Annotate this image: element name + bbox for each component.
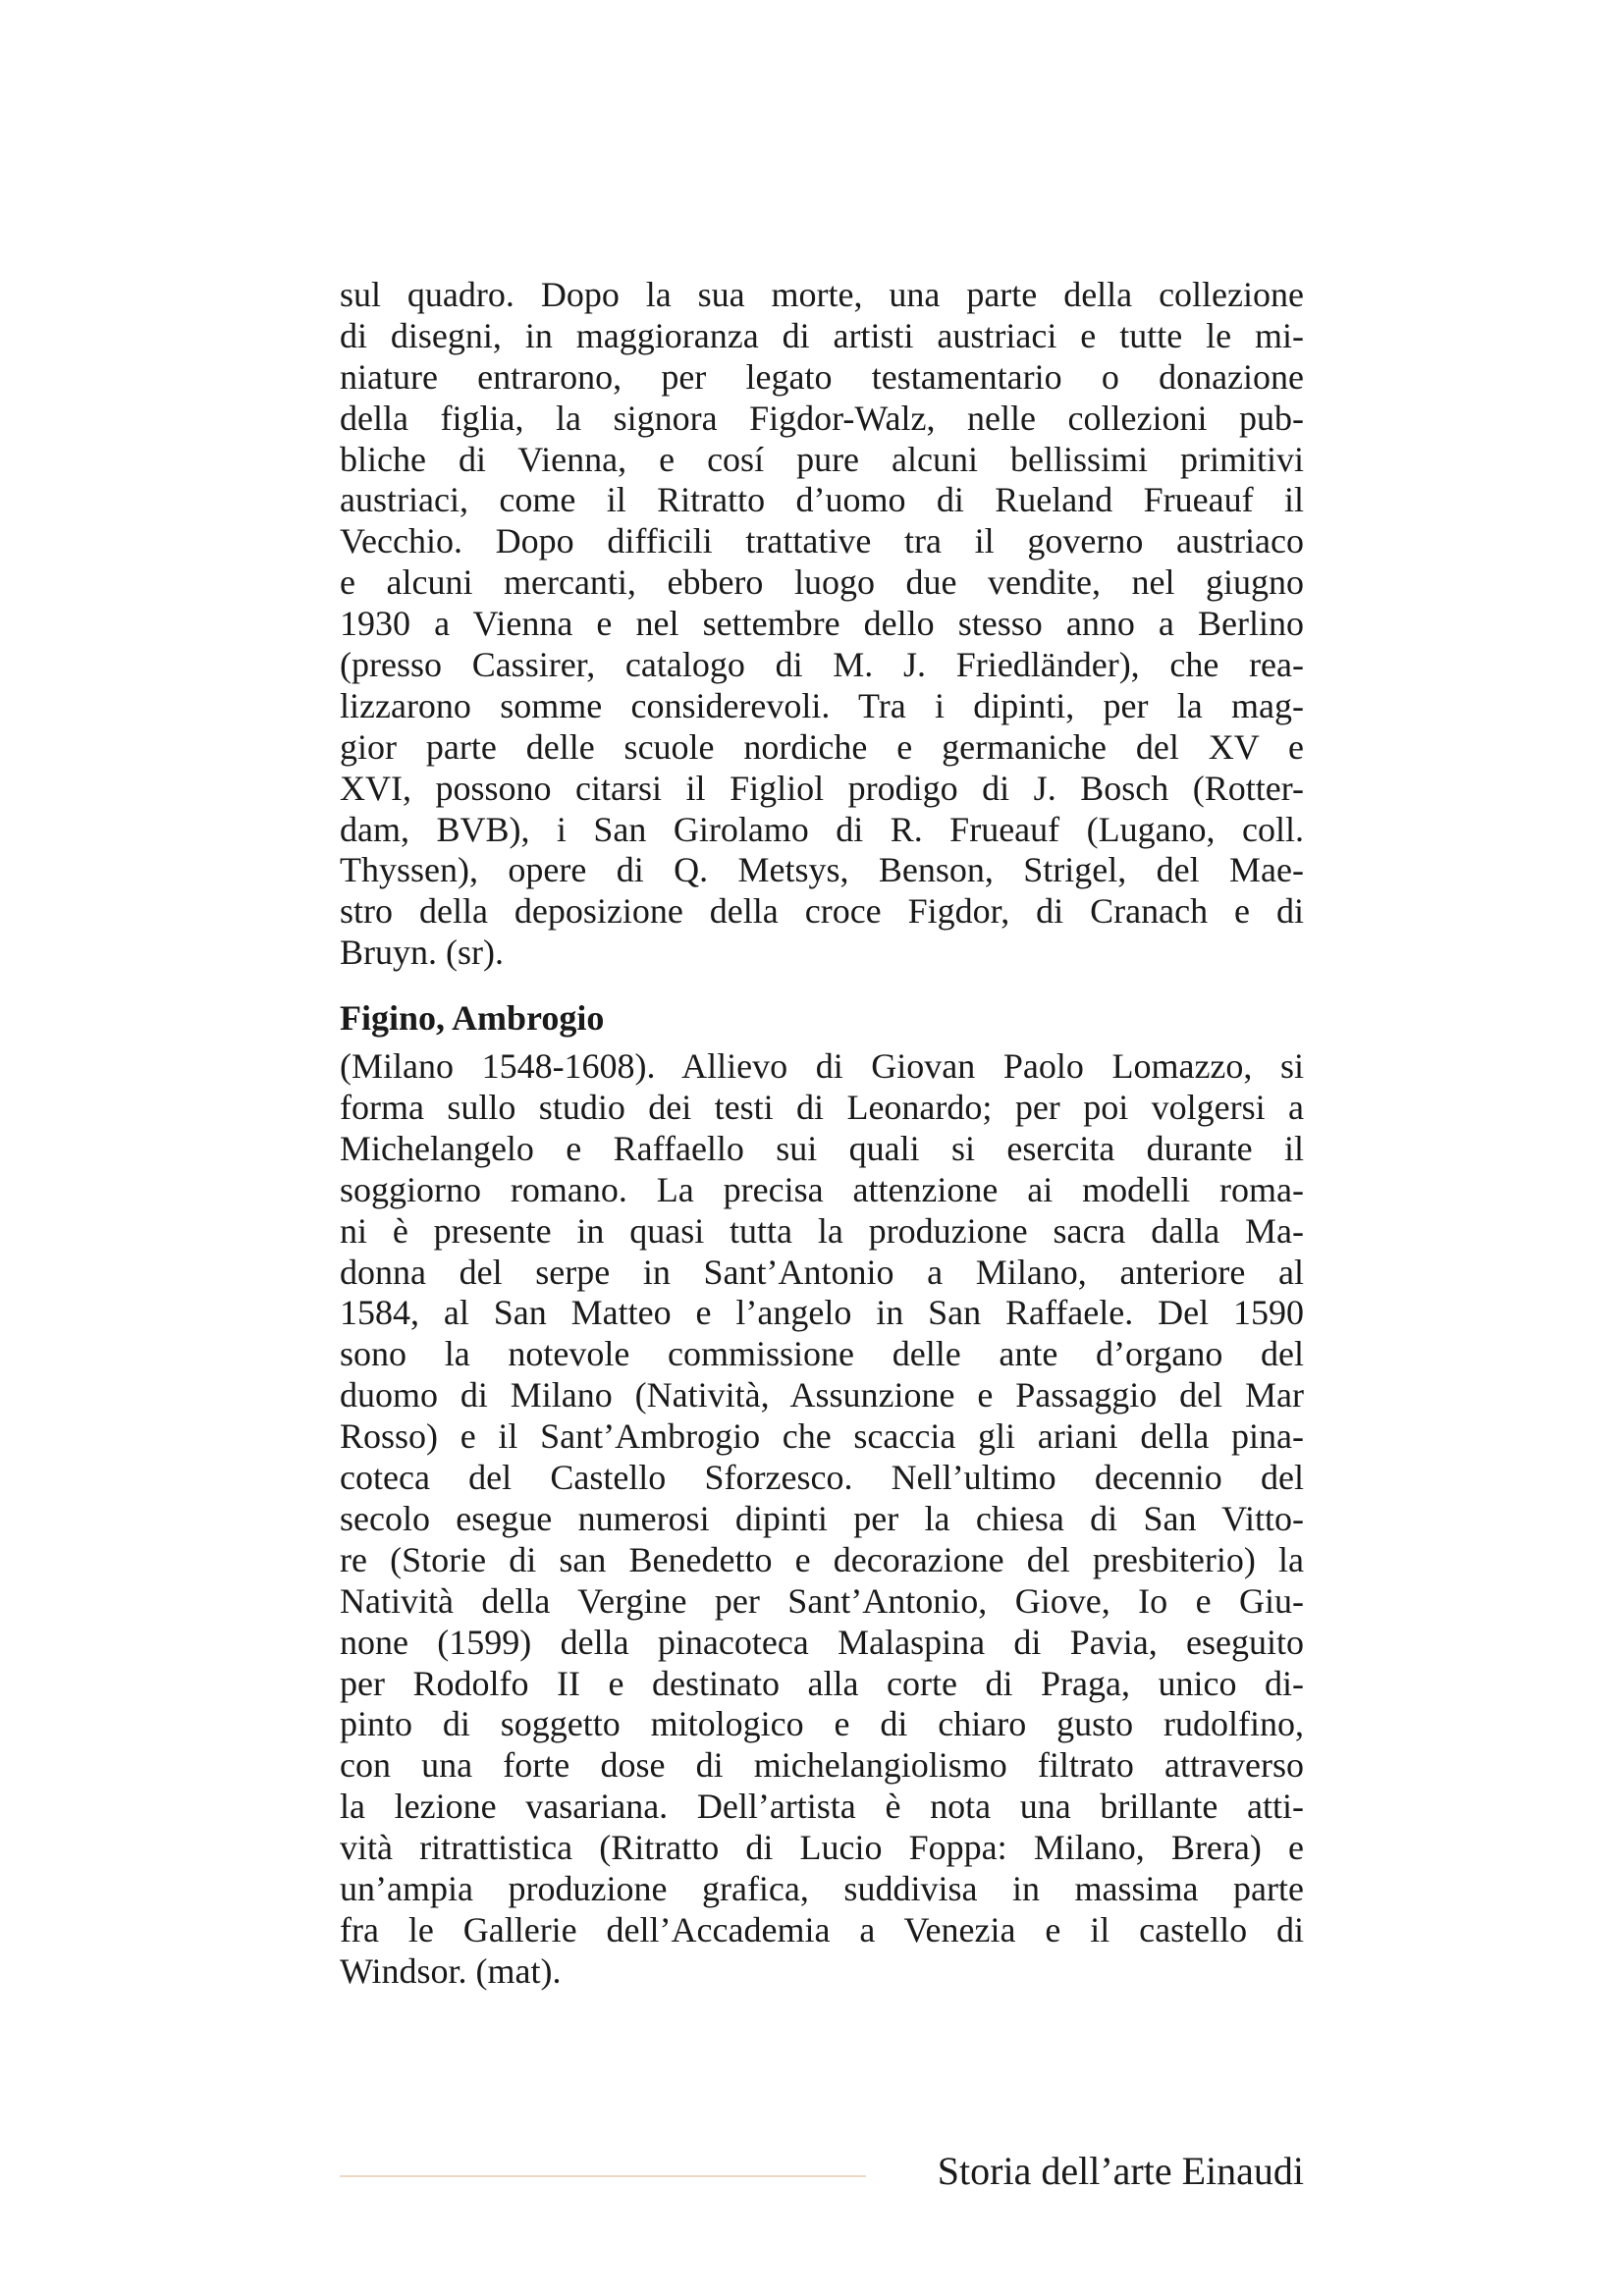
text-line: fra le Gallerie dell’Accademia a Venezia e il castello di — [340, 1909, 1304, 1949]
text-line: forma sullo studio dei testi di Leonardo; per poi volgersi a — [340, 1088, 1304, 1128]
text-line: Thyssen), opere di Q. Metsys, Benson, Strigel, del Mae- — [340, 850, 1304, 890]
text-line: XVI, possono citarsi il Figliol prodigo di J. Bosch (Rotter- — [340, 768, 1304, 808]
text-line: gior parte delle scuole nordiche e germaniche del XV e — [340, 726, 1304, 767]
text-line: e alcuni mercanti, ebbero luogo due vendite, nel giugno — [340, 562, 1304, 603]
footer-publication-label: Storia dell’arte Einaudi — [937, 2149, 1304, 2193]
text-line: con una forte dose di michelangiolismo filtrato attraverso — [340, 1745, 1304, 1786]
text-line: Vecchio. Dopo difficili trattative tra il governo austriaco — [340, 521, 1304, 561]
text-line: sul quadro. Dopo la sua morte, una parte della collezione — [340, 275, 1304, 314]
text-line: sono la notevole commissione delle ante d’organo del — [340, 1334, 1304, 1374]
text-line: vità ritrattistica (Ritratto di Lucio Foppa: Milano, Brera) e — [340, 1828, 1304, 1868]
footer-rule — [340, 2175, 866, 2177]
text-line: Michelangelo e Raffaello sui quali si esercita durante il — [340, 1128, 1304, 1168]
text-line: pinto di soggetto mitologico e di chiaro gusto rudolfino, — [340, 1704, 1304, 1744]
text-line: 1930 a Vienna e nel settembre dello stesso anno a Berlino — [340, 604, 1304, 644]
text-line: per Rodolfo II e destinato alla corte di Praga, unico di- — [340, 1663, 1304, 1703]
text-line: un’ampia produzione grafica, suddivisa in massima parte — [340, 1868, 1304, 1908]
text-line: Windsor. (mat). — [340, 1950, 562, 1991]
text-line: secolo esegue numerosi dipinti per la chiesa di San Vitto- — [340, 1498, 1304, 1538]
text-line: duomo di Milano (Natività, Assunzione e Passaggio del Mar — [340, 1375, 1304, 1415]
text-line: (Milano 1548-1608). Allievo di Giovan Paolo Lomazzo, si — [340, 1046, 1304, 1087]
text-line: di disegni, in maggioranza di artisti austriaci e tutte le mi- — [340, 315, 1304, 355]
text-line: 1584, al San Matteo e l’angelo in San Raffaele. Del 1590 — [340, 1293, 1304, 1333]
text-line: niature entrarono, per legato testamentario o donazione — [340, 356, 1304, 397]
text-line: austriaci, come il Ritratto d’uomo di Rueland Frueauf il — [340, 480, 1304, 520]
text-line: stro della deposizione della croce Figdor, di Cranach e di — [340, 891, 1304, 932]
text-line: lizzarono somme considerevoli. Tra i dipinti, per la mag- — [340, 685, 1304, 725]
text-line: ni è presente in quasi tutta la produzione sacra dalla Ma- — [340, 1210, 1304, 1251]
previous-entry-continuation — [340, 275, 1304, 974]
text-line: donna del serpe in Sant’Antonio a Milano, anteriore al — [340, 1252, 1304, 1292]
text-line: soggiorno romano. La precisa attenzione ai modelli roma- — [340, 1169, 1304, 1209]
text-line: dam, BVB), i San Girolamo di R. Frueauf (Lugano, coll. — [340, 809, 1304, 849]
text-line: Natività della Vergine per Sant’Antonio, Giove, Io e Giu- — [340, 1580, 1304, 1621]
text-line: bliche di Vienna, e cosí pure alcuni bellissimi primitivi — [340, 439, 1304, 479]
text-line: Rosso) e il Sant’Ambrogio che scaccia gli ariani della pina- — [340, 1416, 1304, 1457]
entry-title: Figino, Ambrogio — [340, 998, 605, 1039]
text-line: la lezione vasariana. Dell’artista è nota una brillante atti- — [340, 1787, 1304, 1827]
text-line: re (Storie di san Benedetto e decorazione del presbiterio) la — [340, 1539, 1304, 1579]
text-line: coteca del Castello Sforzesco. Nell’ultimo decennio del — [340, 1458, 1304, 1498]
page-footer — [340, 2148, 1304, 2195]
text-line: Bruyn. (sr). — [340, 933, 504, 973]
text-line: none (1599) della pinacoteca Malaspina di Pavia, eseguito — [340, 1622, 1304, 1662]
text-column — [340, 275, 1304, 1993]
text-line: (presso Cassirer, catalogo di M. J. Friedländer), che rea- — [340, 645, 1304, 685]
entry-body — [340, 1046, 1304, 1992]
text-line: della figlia, la signora Figdor-Walz, nelle collezioni pub- — [340, 398, 1304, 438]
